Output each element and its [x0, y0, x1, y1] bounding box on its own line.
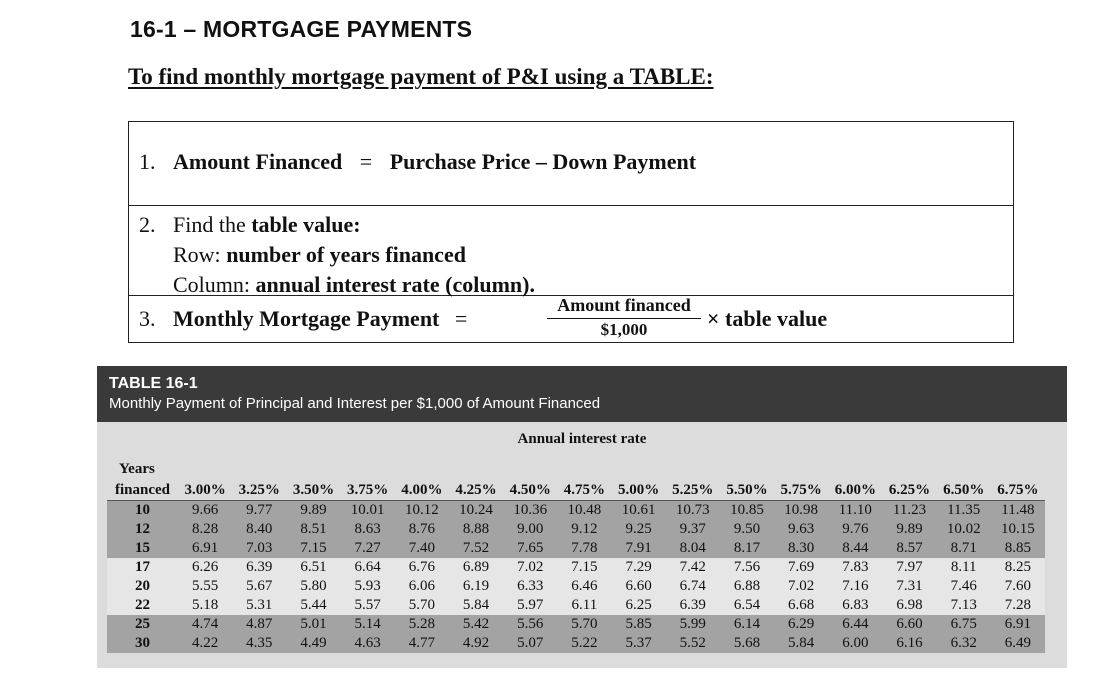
table-row	[107, 634, 1045, 653]
payment-cell: 7.46	[937, 577, 991, 596]
payment-cell: 8.40	[232, 520, 286, 539]
rate-header: 3.25%	[232, 480, 286, 501]
payment-cell: 7.02	[503, 558, 557, 577]
payment-cell: 8.30	[774, 539, 828, 558]
step-2-row-text: number of years financed	[226, 242, 466, 267]
payment-cell: 4.49	[286, 634, 340, 653]
table-row	[107, 501, 1045, 521]
payment-cell: 6.33	[503, 577, 557, 596]
step-3-number: 3.	[139, 306, 156, 331]
payment-cell: 9.66	[178, 501, 232, 521]
payment-cell: 5.70	[557, 615, 611, 634]
payment-cell: 7.52	[449, 539, 503, 558]
table-row	[107, 596, 1045, 615]
payment-cell: 9.00	[503, 520, 557, 539]
payment-cell: 4.22	[178, 634, 232, 653]
section-subtitle: To find monthly mortgage payment of P&I using a TABLE:	[128, 64, 714, 89]
payment-cell: 10.15	[991, 520, 1045, 539]
rate-header: 4.50%	[503, 480, 557, 501]
rate-header: 5.00%	[612, 480, 666, 501]
payment-cell: 8.63	[341, 520, 395, 539]
payment-cell: 7.97	[882, 558, 936, 577]
payment-cell: 4.35	[232, 634, 286, 653]
years-cell: 10	[107, 501, 178, 521]
payment-cell: 7.15	[286, 539, 340, 558]
payment-cell: 10.24	[449, 501, 503, 521]
payment-cell: 7.78	[557, 539, 611, 558]
rate-header: 6.50%	[937, 480, 991, 501]
payment-cell: 6.06	[395, 577, 449, 596]
payment-cell: 5.07	[503, 634, 557, 653]
payment-cell: 10.73	[666, 501, 720, 521]
table-row	[107, 577, 1045, 596]
payment-cell: 5.18	[178, 596, 232, 615]
annual-rate-label-text: Annual interest rate	[517, 431, 647, 447]
rate-header: 6.00%	[828, 480, 882, 501]
payment-cell: 6.83	[828, 596, 882, 615]
payment-cell: 6.64	[341, 558, 395, 577]
steps-box	[128, 121, 1014, 343]
payment-cell: 5.56	[503, 615, 557, 634]
payment-cell: 6.49	[991, 634, 1045, 653]
payment-cell: 11.48	[991, 501, 1045, 521]
payment-cell: 6.75	[937, 615, 991, 634]
payment-cell: 5.31	[232, 596, 286, 615]
payment-cell: 6.32	[937, 634, 991, 653]
payment-cell: 5.42	[449, 615, 503, 634]
payment-cell: 6.54	[720, 596, 774, 615]
payment-cell: 9.37	[666, 520, 720, 539]
years-cell: 30	[107, 634, 178, 653]
step-2-table-value: table value:	[251, 212, 361, 237]
rate-header: 4.00%	[395, 480, 449, 501]
payment-cell: 5.52	[666, 634, 720, 653]
payment-cell: 10.01	[341, 501, 395, 521]
payment-cell: 6.19	[449, 577, 503, 596]
payment-cell: 4.87	[232, 615, 286, 634]
payment-cell: 6.60	[612, 577, 666, 596]
payment-cell: 6.16	[882, 634, 936, 653]
payment-cell: 5.57	[341, 596, 395, 615]
years-cell: 17	[107, 558, 178, 577]
payment-cell: 7.69	[774, 558, 828, 577]
payment-cell: 9.25	[612, 520, 666, 539]
payment-cell: 10.36	[503, 501, 557, 521]
payment-cell: 9.76	[828, 520, 882, 539]
annual-rate-label	[97, 431, 1067, 448]
payment-cell: 6.91	[178, 539, 232, 558]
table-row	[107, 539, 1045, 558]
table-caption: Monthly Payment of Principal and Interest per $1,000 of Amount Financed	[109, 395, 601, 412]
table-16-1	[97, 366, 1067, 668]
step-3-label: Monthly Mortgage Payment	[173, 306, 440, 331]
payment-cell: 6.25	[612, 596, 666, 615]
rate-header: 4.25%	[449, 480, 503, 501]
step-2-row-label: Row:	[173, 242, 227, 267]
table-body	[107, 501, 1045, 654]
payment-cell: 6.39	[232, 558, 286, 577]
payment-cell: 10.61	[612, 501, 666, 521]
years-cell: 15	[107, 539, 178, 558]
payment-cell: 6.29	[774, 615, 828, 634]
payment-cell: 8.25	[991, 558, 1045, 577]
payment-cell: 8.17	[720, 539, 774, 558]
payment-cell: 8.04	[666, 539, 720, 558]
payment-cell: 6.98	[882, 596, 936, 615]
payment-cell: 11.10	[828, 501, 882, 521]
payment-cell: 7.16	[828, 577, 882, 596]
payment-cell: 9.89	[286, 501, 340, 521]
rate-header: 3.75%	[341, 480, 395, 501]
payment-cell: 11.23	[882, 501, 936, 521]
payment-cell: 6.26	[178, 558, 232, 577]
payment-cell: 9.89	[882, 520, 936, 539]
payment-cell: 8.71	[937, 539, 991, 558]
payment-cell: 8.57	[882, 539, 936, 558]
payment-cell: 9.63	[774, 520, 828, 539]
step-1-right: Purchase Price – Down Payment	[389, 149, 697, 174]
payment-cell: 6.51	[286, 558, 340, 577]
payment-cell: 6.44	[828, 615, 882, 634]
fraction-denominator: $1,000	[600, 320, 648, 339]
payment-cell: 8.44	[828, 539, 882, 558]
payment-cell: 6.88	[720, 577, 774, 596]
payment-cell: 5.28	[395, 615, 449, 634]
payment-cell: 7.56	[720, 558, 774, 577]
years-label: Years	[119, 461, 155, 477]
fraction-numerator: Amount financed	[547, 295, 701, 319]
table-row	[107, 558, 1045, 577]
payment-cell: 5.99	[666, 615, 720, 634]
rate-header: 6.75%	[991, 480, 1045, 501]
step-3-fraction	[547, 295, 701, 340]
payment-cell: 8.76	[395, 520, 449, 539]
payment-cell: 6.39	[666, 596, 720, 615]
payment-cell: 5.70	[395, 596, 449, 615]
payment-cell: 7.42	[666, 558, 720, 577]
payment-cell: 7.31	[882, 577, 936, 596]
payment-table	[107, 480, 1045, 653]
payment-cell: 7.03	[232, 539, 286, 558]
payment-cell: 6.68	[774, 596, 828, 615]
years-cell: 25	[107, 615, 178, 634]
step-2-number: 2.	[139, 212, 156, 237]
payment-cell: 10.12	[395, 501, 449, 521]
rate-header: 3.00%	[178, 480, 232, 501]
payment-cell: 7.02	[774, 577, 828, 596]
payment-cell: 5.67	[232, 577, 286, 596]
rate-header: 3.50%	[286, 480, 340, 501]
payment-cell: 4.92	[449, 634, 503, 653]
payment-cell: 6.76	[395, 558, 449, 577]
payment-cell: 7.40	[395, 539, 449, 558]
step-2-column-text: annual interest rate (column).	[255, 272, 535, 297]
years-cell: 22	[107, 596, 178, 615]
payment-cell: 8.51	[286, 520, 340, 539]
payment-cell: 5.22	[557, 634, 611, 653]
step-2-column-label: Column:	[173, 272, 256, 297]
payment-cell: 7.65	[503, 539, 557, 558]
table-row	[107, 520, 1045, 539]
step-3-equals: =	[454, 306, 468, 331]
rate-header: 5.50%	[720, 480, 774, 501]
payment-cell: 4.77	[395, 634, 449, 653]
payment-cell: 7.91	[612, 539, 666, 558]
step-1-left: Amount Financed	[173, 149, 343, 174]
payment-cell: 8.85	[991, 539, 1045, 558]
rate-header: 4.75%	[557, 480, 611, 501]
payment-cell: 10.98	[774, 501, 828, 521]
step-3-left	[139, 306, 467, 332]
payment-cell: 6.74	[666, 577, 720, 596]
payment-cell: 5.01	[286, 615, 340, 634]
table-header	[97, 366, 1067, 422]
step-2-line-2	[139, 240, 1013, 270]
payment-cell: 6.00	[828, 634, 882, 653]
payment-cell: 5.84	[774, 634, 828, 653]
payment-cell: 7.13	[937, 596, 991, 615]
financed-header: financed	[107, 480, 178, 501]
payment-cell: 5.55	[178, 577, 232, 596]
payment-cell: 5.93	[341, 577, 395, 596]
payment-cell: 5.97	[503, 596, 557, 615]
payment-cell: 6.89	[449, 558, 503, 577]
payment-cell: 7.15	[557, 558, 611, 577]
payment-cell: 8.88	[449, 520, 503, 539]
step-2	[129, 206, 1013, 296]
step-3	[129, 296, 1013, 342]
table-header-row	[107, 480, 1045, 501]
payment-cell: 5.80	[286, 577, 340, 596]
payment-cell: 7.83	[828, 558, 882, 577]
years-cell: 20	[107, 577, 178, 596]
payment-cell: 9.50	[720, 520, 774, 539]
step-1	[129, 122, 1013, 206]
payment-cell: 5.68	[720, 634, 774, 653]
payment-cell: 5.37	[612, 634, 666, 653]
payment-cell: 6.46	[557, 577, 611, 596]
years-cell: 12	[107, 520, 178, 539]
payment-cell: 10.48	[557, 501, 611, 521]
payment-cell: 9.12	[557, 520, 611, 539]
table-row	[107, 615, 1045, 634]
payment-cell: 7.28	[991, 596, 1045, 615]
payment-cell: 6.91	[991, 615, 1045, 634]
payment-cell: 5.14	[341, 615, 395, 634]
step-2-line-1	[139, 210, 1013, 240]
page-title: 16-1 – MORTGAGE PAYMENTS	[130, 16, 473, 42]
payment-cell: 5.44	[286, 596, 340, 615]
rate-header: 5.25%	[666, 480, 720, 501]
payment-cell: 10.02	[937, 520, 991, 539]
step-3-right: × table value	[707, 306, 828, 331]
payment-cell: 4.74	[178, 615, 232, 634]
payment-cell: 8.11	[937, 558, 991, 577]
payment-cell: 6.11	[557, 596, 611, 615]
step-1-equals: =	[359, 149, 373, 174]
payment-cell: 9.77	[232, 501, 286, 521]
payment-cell: 4.63	[341, 634, 395, 653]
table-number: TABLE 16-1	[109, 375, 198, 392]
payment-cell: 6.60	[882, 615, 936, 634]
payment-cell: 5.85	[612, 615, 666, 634]
rate-header: 5.75%	[774, 480, 828, 501]
rate-header: 6.25%	[882, 480, 936, 501]
payment-cell: 7.60	[991, 577, 1045, 596]
payment-cell: 7.27	[341, 539, 395, 558]
payment-cell: 5.84	[449, 596, 503, 615]
payment-cell: 11.35	[937, 501, 991, 521]
payment-cell: 8.28	[178, 520, 232, 539]
payment-cell: 6.14	[720, 615, 774, 634]
step-2-line-1-text: Find the	[173, 212, 252, 237]
step-1-number: 1.	[139, 149, 156, 174]
payment-cell: 7.29	[612, 558, 666, 577]
payment-cell: 10.85	[720, 501, 774, 521]
